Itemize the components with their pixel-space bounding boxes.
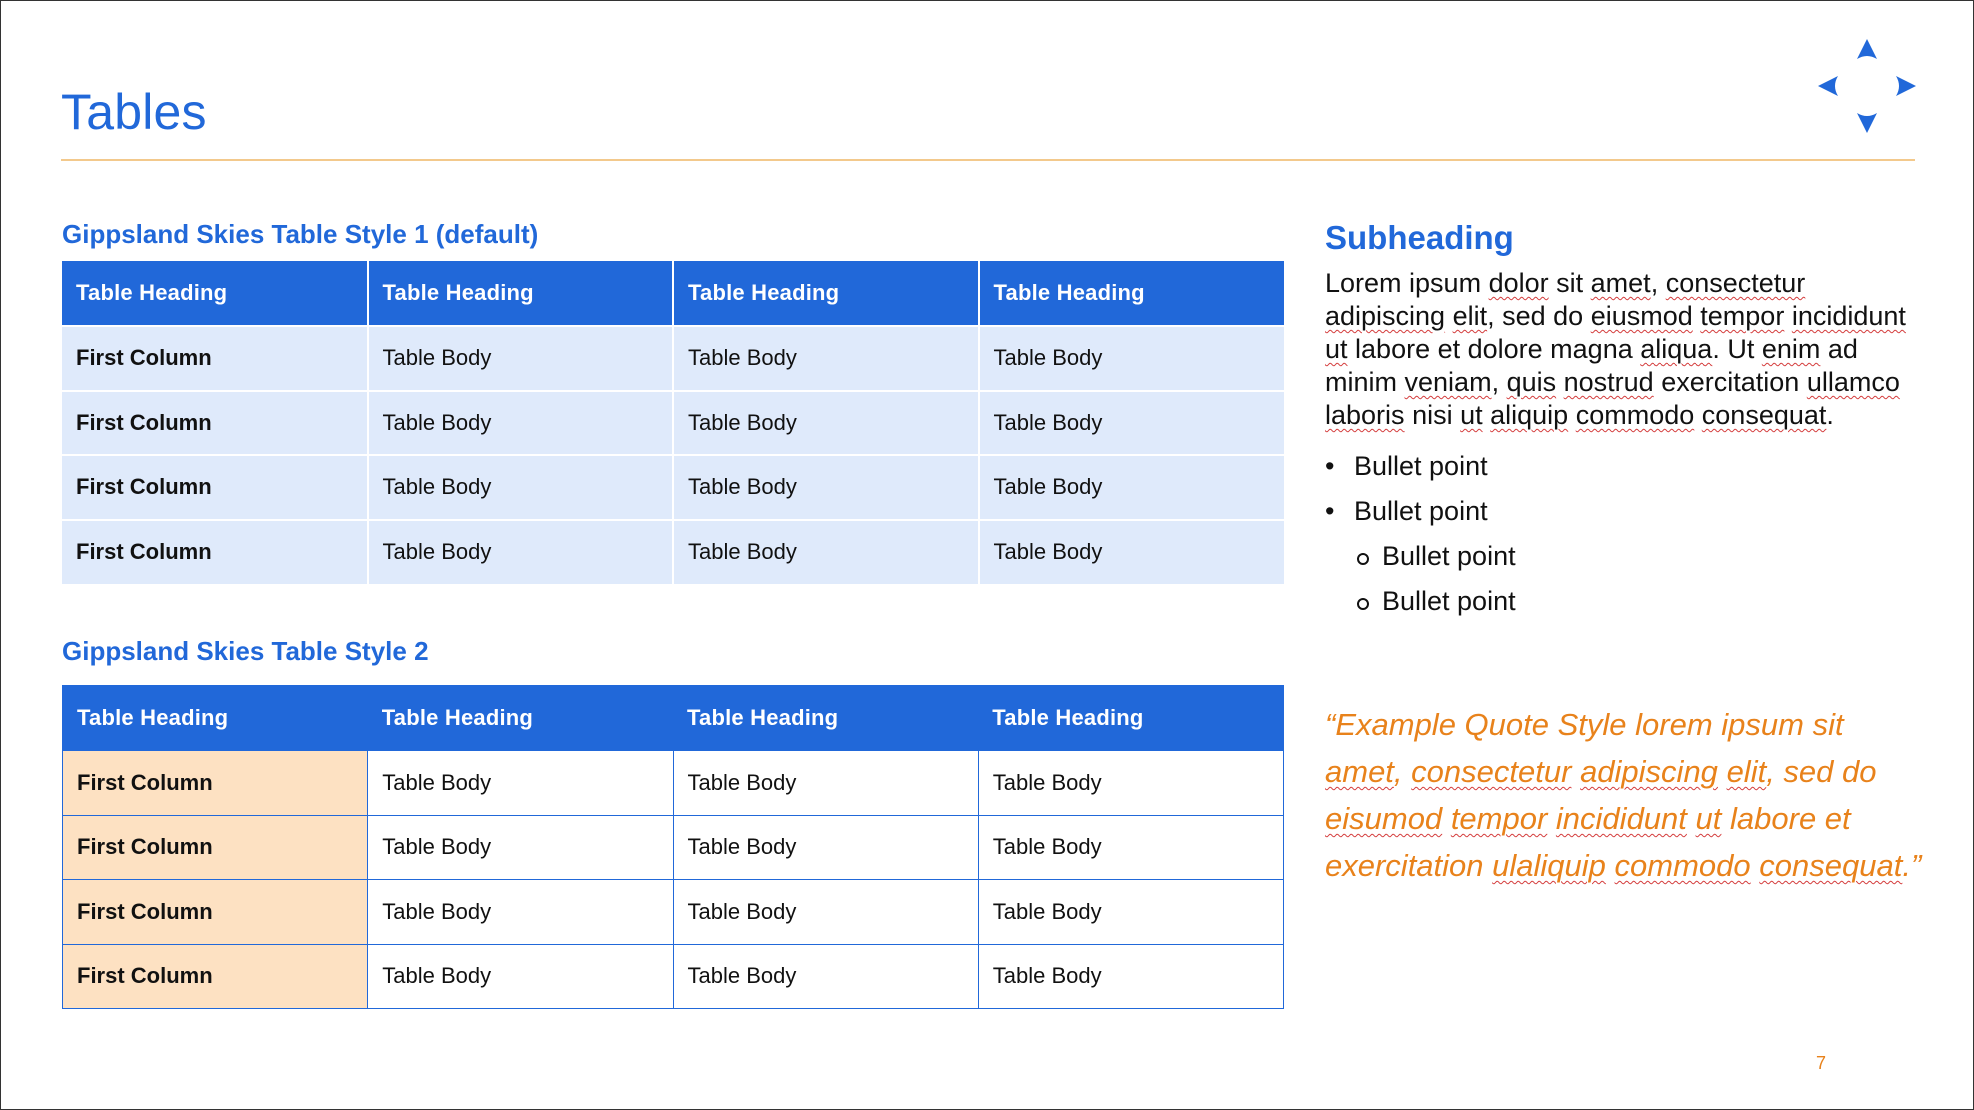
bullet-item: • Bullet point [1325,444,1925,489]
table-body-cell: Table Body [368,391,674,456]
title-divider [61,159,1915,161]
table-heading: Table Heading [62,261,368,326]
slide-title: Tables [61,84,207,140]
table-body-cell: Table Body [978,880,1283,945]
table-body-cell: Table Body [368,944,673,1009]
table-body-cell: Table Body [979,455,1285,520]
side-panel [1325,219,1925,624]
table-heading: Table Heading [673,261,979,326]
table-row [63,751,1284,816]
table-header-row [63,686,1284,751]
table-heading: Table Heading [673,686,978,751]
table-body-cell: Table Body [979,326,1285,391]
first-column-cell: First Column [62,326,368,391]
table-row [63,815,1284,880]
table-heading: Table Heading [368,261,674,326]
table-body-cell: Table Body [978,751,1283,816]
table-heading: Table Heading [979,261,1285,326]
table-body-cell: Table Body [368,751,673,816]
table-body-cell: Table Body [978,815,1283,880]
first-column-cell: First Column [62,520,368,585]
table-heading: Table Heading [368,686,673,751]
bullet-item: • Bullet point [1325,489,1925,534]
subheading: Subheading [1325,219,1514,256]
table-body-cell: Table Body [368,520,674,585]
table-body-cell: Table Body [673,751,978,816]
bullet-list [1325,444,1925,624]
table-row [62,391,1284,456]
table-heading: Table Heading [978,686,1283,751]
table-body-cell: Table Body [673,880,978,945]
table-row [62,455,1284,520]
sub-bullet-item: Bullet point [1325,534,1925,579]
first-column-cell: First Column [63,944,368,1009]
table-body-cell: Table Body [368,880,673,945]
table-body-cell: Table Body [673,520,979,585]
first-column-cell: First Column [62,455,368,520]
sub-bullet-item: Bullet point [1325,579,1925,624]
table-body-cell: Table Body [673,326,979,391]
table-body-cell: Table Body [368,326,674,391]
table-body-cell: Table Body [368,455,674,520]
table-body-cell: Table Body [673,815,978,880]
first-column-cell: First Column [63,751,368,816]
table-row [63,944,1284,1009]
table2-caption: Gippsland Skies Table Style 2 [62,636,429,666]
first-column-cell: First Column [63,880,368,945]
table-body-cell: Table Body [673,455,979,520]
table-body-cell: Table Body [368,815,673,880]
page-number: 7 [1816,1053,1827,1073]
body-paragraph: Lorem ipsum dolor sit amet, consectetur adipiscing elit, sed do eiusmod tempor incididunt ut labore et dolore magna aliqua. Ut enim ad minim veniam, quis nostrud exercitation ullamco laboris nisi ut aliquip commodo consequat. [1325,268,1906,430]
table-row [62,520,1284,585]
four-point-star-arrows-icon [1816,37,1918,135]
table-style-1 [62,261,1284,584]
table-body-cell: Table Body [979,520,1285,585]
table-body-cell: Table Body [978,944,1283,1009]
table-body-cell: Table Body [673,944,978,1009]
table-row [62,326,1284,391]
first-column-cell: First Column [62,391,368,456]
table-style-2 [62,685,1284,1009]
table-row [63,880,1284,945]
table-body-cell: Table Body [673,391,979,456]
table1-caption: Gippsland Skies Table Style 1 (default) [62,219,539,249]
first-column-cell: First Column [63,815,368,880]
example-quote: “Example Quote Style lorem ipsum sit amet, consectetur adipiscing elit, sed do eisumod tempor incididunt ut labore et exercitation ulaliquip commodo consequat.” [1325,707,1922,883]
table-header-row [62,261,1284,326]
table-heading: Table Heading [63,686,368,751]
table-body-cell: Table Body [979,391,1285,456]
